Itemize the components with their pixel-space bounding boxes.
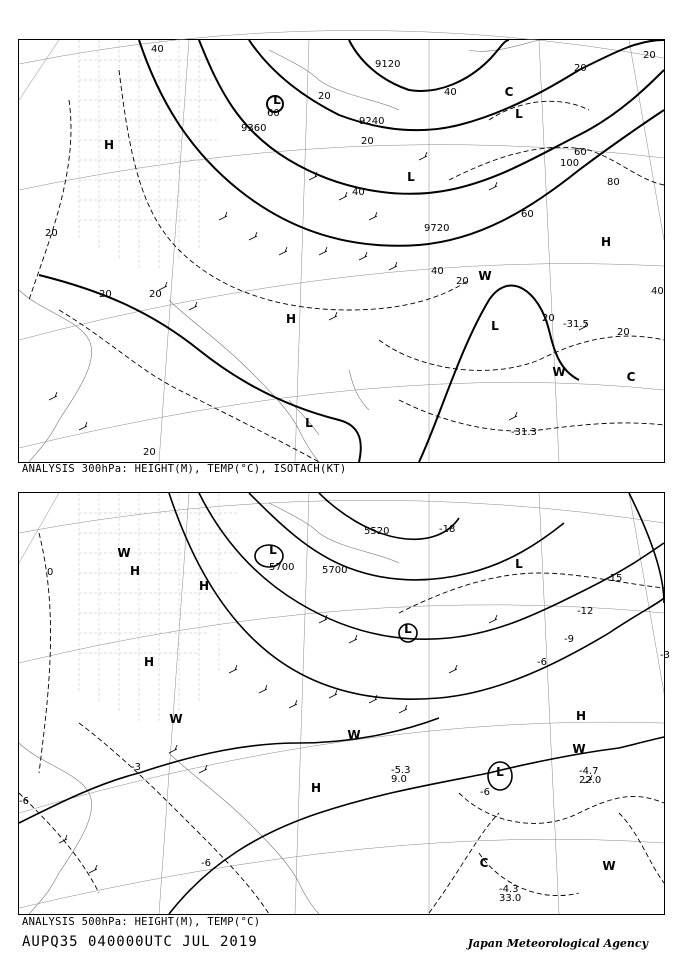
grid-hatch-region <box>79 493 239 723</box>
contour-value-label: 9360 <box>241 123 267 134</box>
map-300hpa-graphics <box>19 40 664 462</box>
contour-value-label: -9 <box>564 634 574 645</box>
contour-value-label: -12 <box>577 606 594 617</box>
cold-center-symbol: C <box>479 856 489 870</box>
height-contours <box>19 493 664 914</box>
low-center-symbol: L <box>269 543 277 557</box>
wind-barbs <box>49 152 587 430</box>
contour-value-label: 40 <box>431 266 444 277</box>
low-center-symbol: L <box>404 622 412 636</box>
contour-value-label: 60 <box>521 209 534 220</box>
latitude-lines <box>19 500 664 908</box>
low-center-symbol: L <box>491 319 499 333</box>
contour-value-label: -6 <box>480 787 490 798</box>
contour-value-label: 100 <box>560 158 580 169</box>
high-center-symbol: H <box>575 709 587 723</box>
contour-value-label: 20 <box>456 276 469 287</box>
high-center-symbol: H <box>285 312 297 326</box>
low-center-symbol: L <box>273 93 281 107</box>
high-center-symbol: H <box>600 235 612 249</box>
contour-value-label: 20 <box>45 228 58 239</box>
contour-value-label: -6 <box>201 858 211 869</box>
warm-center-symbol: W <box>117 546 131 560</box>
height-contours <box>39 40 664 462</box>
contour-value-label: 40 <box>151 44 164 55</box>
low-center-symbol: L <box>515 557 523 571</box>
contour-value-label: 20 <box>542 313 555 324</box>
warm-center-symbol: W <box>552 365 566 379</box>
warm-center-symbol: W <box>169 712 183 726</box>
low-center-symbol: L <box>496 765 504 779</box>
high-center-symbol: H <box>198 579 210 593</box>
contour-value-label: 20 <box>99 289 112 300</box>
grid-hatch-region <box>79 40 219 270</box>
contour-value-label: 9720 <box>424 223 450 234</box>
high-center-symbol: H <box>143 655 155 669</box>
contour-value-label: -6 <box>537 657 547 668</box>
contour-value-label: 40 <box>444 87 457 98</box>
contour-value-label: 0 <box>47 567 54 578</box>
warm-center-symbol: W <box>347 728 361 742</box>
contour-value-label: 20 <box>643 50 656 61</box>
contour-value-label: -18 <box>439 524 456 535</box>
contour-value-label: -15 <box>606 573 623 584</box>
map-500hpa-graphics <box>19 493 670 914</box>
low-center-symbol: L <box>407 170 415 184</box>
high-center-symbol: H <box>129 564 141 578</box>
contour-value-label: 9.0 <box>391 774 407 785</box>
warm-center-symbol: W <box>572 742 586 756</box>
contour-value-label: 5700 <box>269 562 295 573</box>
contour-value-label: 9120 <box>375 59 401 70</box>
chart-code: AUPQ35 040000UTC JUL 2019 <box>22 934 258 950</box>
contour-value-label: 20 <box>318 91 331 102</box>
cold-center-symbol: C <box>504 85 514 99</box>
meridian-lines <box>19 493 664 914</box>
caption-500hpa: ANALYSIS 500hPa: HEIGHT(M), TEMP(°C) <box>22 916 261 928</box>
contour-value-label: -31.5 <box>563 319 589 330</box>
contour-value-label: 20 <box>149 289 162 300</box>
high-center-symbol: H <box>103 138 115 152</box>
isotach-contours <box>29 70 664 462</box>
contour-value-label: -31.3 <box>511 427 537 438</box>
contour-value-label: -6 <box>19 796 29 807</box>
cold-center-symbol: C <box>626 370 636 384</box>
contour-value-label: 20 <box>361 136 374 147</box>
contour-value-label: 80 <box>607 177 620 188</box>
warm-center-symbol: W <box>602 859 616 873</box>
contour-value-label: 60 <box>574 147 587 158</box>
high-center-symbol: H <box>310 781 322 795</box>
contour-value-label: -5.3 <box>391 765 411 776</box>
contour-value-label: 20 <box>617 327 630 338</box>
low-center-symbol: L <box>515 107 523 121</box>
meridian-lines <box>19 40 664 462</box>
agency-name: Japan Meteorological Agency <box>467 937 648 950</box>
contour-value-label: -4.3 <box>499 884 519 895</box>
contour-value-label: 40 <box>651 286 664 297</box>
caption-300hpa: ANALYSIS 300hPa: HEIGHT(M), TEMP(°C), ISOTACH(KT) <box>22 463 347 475</box>
low-center-symbol: L <box>305 416 313 430</box>
warm-center-symbol: W <box>478 269 492 283</box>
contour-value-label: 5700 <box>322 565 348 576</box>
contour-value-label: 60 <box>267 108 280 119</box>
contour-value-label: 33.0 <box>499 893 522 904</box>
contour-value-label: 20 <box>143 447 156 458</box>
contour-value-label: -3 <box>131 762 141 773</box>
contour-value-label: 22.0 <box>579 775 602 786</box>
analysis-500hpa-map <box>18 492 670 915</box>
temperature-isotherms <box>19 533 664 914</box>
contour-value-label: -4.7 <box>579 766 599 777</box>
contour-value-label: 40 <box>352 187 365 198</box>
analysis-300hpa-map <box>18 39 665 463</box>
contour-value-label: 20 <box>574 63 587 74</box>
contour-value-label: 5520 <box>364 526 390 537</box>
contour-value-label: -3 <box>660 650 670 661</box>
contour-value-label: 9240 <box>359 116 385 127</box>
